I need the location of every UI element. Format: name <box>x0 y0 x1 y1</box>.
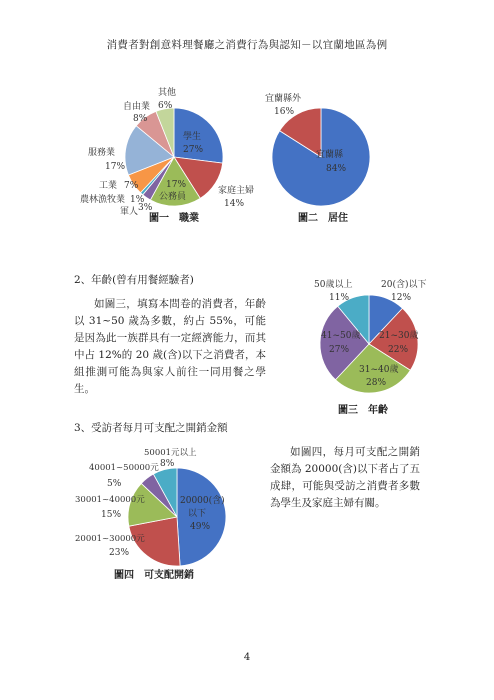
label-age-21-30: 21~30歲 <box>379 331 419 341</box>
section-2-paragraph: 如圖三，填寫本問卷的消費者，年齡以 31~50 歲為多數，約占 55%，可能是因為此一族群具有一定經濟能力，而其中占 12%的 20 歲(含)以下之消費者，本組推測可能為與家人前往一同用餐之學生。 <box>74 298 266 395</box>
label-age-31-40: 31~40歲 <box>359 365 399 375</box>
label-spend-20000-under-line1: 20000(含) <box>180 496 225 506</box>
section-3-heading: 3、受訪者每月可支配之開銷金額 <box>74 422 228 434</box>
value-industry: 7% <box>124 181 139 191</box>
label-military: 軍人 <box>120 207 139 217</box>
page-number: 4 <box>243 652 251 663</box>
value-spend-20000-under: 49% <box>190 522 211 532</box>
label-age-20-under: 20(含)以下 <box>381 280 427 290</box>
label-student: 學生 <box>183 132 202 142</box>
value-age-21-30: 22% <box>388 345 409 355</box>
label-outside-yilan: 宜蘭縣外 <box>265 94 302 104</box>
label-other: 其他 <box>158 88 177 98</box>
label-civil-servant: 公務員 <box>159 192 187 202</box>
value-spend-20001-30000: 23% <box>109 548 130 558</box>
label-spend-50001-over: 50001元以上 <box>144 448 197 458</box>
value-age-41-50: 27% <box>329 345 350 355</box>
caption-figure-1: 圖一 職業 <box>149 213 199 224</box>
value-spend-40001-50000: 5% <box>107 479 122 489</box>
value-age-20-under: 12% <box>391 293 412 303</box>
value-service: 17% <box>105 162 126 172</box>
label-service: 服務業 <box>88 148 116 158</box>
pie-chart-spending <box>128 468 226 566</box>
value-spend-50001-over: 8% <box>160 459 175 469</box>
label-spend-20000-under-line2: 以下 <box>188 509 207 519</box>
caption-figure-3: 圖三 年齡 <box>338 405 388 416</box>
caption-figure-4: 圖四 可支配開銷 <box>114 570 194 581</box>
value-other: 6% <box>158 101 173 111</box>
running-header: 消費者對創意料理餐廳之消費行為與認知－以宜蘭地區為例 <box>106 39 388 51</box>
label-yilan: 宜蘭縣 <box>316 150 344 160</box>
label-spend-20001-30000: 20001~30000元 <box>75 534 145 544</box>
label-spend-30001-40000: 30001~40000元 <box>75 495 145 505</box>
value-freelance: 8% <box>133 114 148 124</box>
value-age-50-over: 11% <box>329 293 350 303</box>
label-agriculture: 農林漁牧業 <box>80 195 126 205</box>
caption-figure-2: 圖二 居住 <box>298 213 348 224</box>
label-industry: 工業 <box>99 181 118 191</box>
value-agriculture: 1% <box>130 195 145 205</box>
value-military: 3% <box>138 203 153 213</box>
value-spend-30001-40000: 15% <box>101 510 122 520</box>
section-2-heading: 2、年齡(曾有用餐經驗者) <box>74 274 194 286</box>
value-age-31-40: 28% <box>366 378 387 388</box>
label-housewife: 家庭主婦 <box>218 186 255 196</box>
value-outside-yilan: 16% <box>274 107 295 117</box>
label-freelance: 自由業 <box>123 102 151 112</box>
label-age-41-50: 41~50歲 <box>321 331 361 341</box>
value-housewife: 14% <box>224 199 245 209</box>
label-age-50-over: 50歲以上 <box>314 280 353 290</box>
value-student: 27% <box>183 145 204 155</box>
value-civil-servant: 17% <box>166 180 187 190</box>
label-spend-40001-50000: 40001~50000元 <box>89 463 159 473</box>
value-yilan: 84% <box>326 164 347 174</box>
section-3-paragraph: 如圖四，每月可支配之開銷金額為 20000(含)以下者占了五成肆，可能與受訪之消費者多數為學生及家庭主婦有關。 <box>270 446 420 509</box>
